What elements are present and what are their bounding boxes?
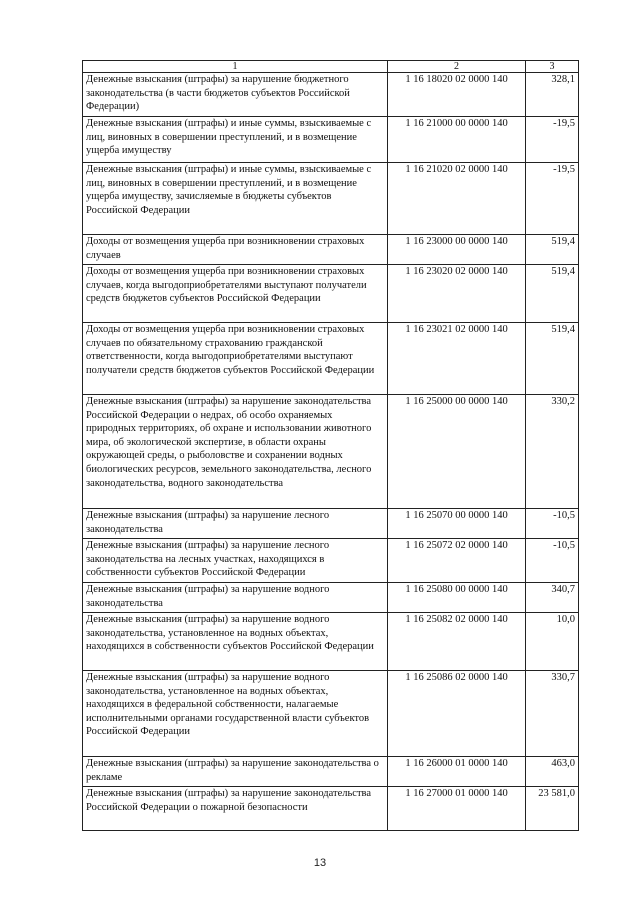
table-row bbox=[83, 787, 579, 831]
row-name: Доходы от возмещения ущерба при возникновении страховых случаев, когда выгодоприобретателями выступают получатели средств бюджетов субъектов Российской Федерации bbox=[83, 265, 388, 323]
row-amount: 463,0 bbox=[526, 757, 579, 787]
row-code: 1 16 18020 02 0000 140 bbox=[388, 73, 526, 117]
row-code: 1 16 21020 02 0000 140 bbox=[388, 163, 526, 235]
row-amount: 328,1 bbox=[526, 73, 579, 117]
table-row bbox=[83, 583, 579, 613]
row-amount: 519,4 bbox=[526, 265, 579, 323]
row-code: 1 16 25082 02 0000 140 bbox=[388, 613, 526, 671]
header-col-1: 1 bbox=[83, 61, 388, 73]
row-amount: -10,5 bbox=[526, 509, 579, 539]
row-code: 1 16 25000 00 0000 140 bbox=[388, 395, 526, 509]
table-row bbox=[83, 73, 579, 117]
row-code: 1 16 25070 00 0000 140 bbox=[388, 509, 526, 539]
table-header-row bbox=[83, 61, 579, 73]
table-row bbox=[83, 509, 579, 539]
header-col-3: 3 bbox=[526, 61, 579, 73]
table-row bbox=[83, 163, 579, 235]
row-code: 1 16 25086 02 0000 140 bbox=[388, 671, 526, 757]
row-amount: -10,5 bbox=[526, 539, 579, 583]
row-name: Денежные взыскания (штрафы) за нарушение законодательства о рекламе bbox=[83, 757, 388, 787]
row-amount: 330,7 bbox=[526, 671, 579, 757]
row-amount: -19,5 bbox=[526, 117, 579, 163]
table-row bbox=[83, 265, 579, 323]
table-row bbox=[83, 323, 579, 395]
row-amount: 10,0 bbox=[526, 613, 579, 671]
table-row bbox=[83, 395, 579, 509]
row-amount: 330,2 bbox=[526, 395, 579, 509]
row-name: Денежные взыскания (штрафы) и иные суммы, взыскиваемые с лиц, виновных в совершении преступлений, и в возмещение ущерба имуществу bbox=[83, 117, 388, 163]
row-amount: 519,4 bbox=[526, 235, 579, 265]
row-amount: 519,4 bbox=[526, 323, 579, 395]
table-row bbox=[83, 235, 579, 265]
row-name: Доходы от возмещения ущерба при возникновении страховых случаев bbox=[83, 235, 388, 265]
row-name: Денежные взыскания (штрафы) за нарушение законодательства Российской Федерации о недрах, об особо охраняемых природных территориях, об охране и использовании животного мира, об экологической экспертизе, в области охраны окружающей среды, о рыболовстве и сохранении водных биологических ресурсов, земельного законодательства, лесного законодательства, водного законодательства bbox=[83, 395, 388, 509]
row-code: 1 16 23020 02 0000 140 bbox=[388, 265, 526, 323]
row-code: 1 16 26000 01 0000 140 bbox=[388, 757, 526, 787]
row-name: Денежные взыскания (штрафы) за нарушение водного законодательства, установленное на водных объектах, находящихся в федеральной собственности, налагаемые исполнительными органами государственной власти субъектов Российской Федерации bbox=[83, 671, 388, 757]
table-row bbox=[83, 613, 579, 671]
row-name: Денежные взыскания (штрафы) за нарушение бюджетного законодательства (в части бюджетов субъектов Российской Федерации) bbox=[83, 73, 388, 117]
table-row bbox=[83, 117, 579, 163]
table-row bbox=[83, 757, 579, 787]
row-name: Денежные взыскания (штрафы) за нарушение законодательства Российской Федерации о пожарной безопасности bbox=[83, 787, 388, 831]
row-name: Денежные взыскания (штрафы) за нарушение водного законодательства bbox=[83, 583, 388, 613]
row-amount: 340,7 bbox=[526, 583, 579, 613]
row-name: Денежные взыскания (штрафы) и иные суммы, взыскиваемые с лиц, виновных в совершении преступлений, и в возмещение ущерба имуществу, зачисляемые в бюджеты субъектов Российской Федерации bbox=[83, 163, 388, 235]
row-code: 1 16 23000 00 0000 140 bbox=[388, 235, 526, 265]
row-name: Денежные взыскания (штрафы) за нарушение водного законодательства, установленное на водных объектах, находящихся в собственности субъектов Российской Федерации bbox=[83, 613, 388, 671]
row-amount: 23 581,0 bbox=[526, 787, 579, 831]
row-name: Доходы от возмещения ущерба при возникновении страховых случаев по обязательному страхованию гражданской ответственности, когда выгодоприобретателями выступают получатели средств бюджетов субъектов Российской Федерации bbox=[83, 323, 388, 395]
header-col-2: 2 bbox=[388, 61, 526, 73]
table-row bbox=[83, 671, 579, 757]
row-name: Денежные взыскания (штрафы) за нарушение лесного законодательства bbox=[83, 509, 388, 539]
row-code: 1 16 27000 01 0000 140 bbox=[388, 787, 526, 831]
revenue-table bbox=[82, 60, 579, 831]
row-code: 1 16 25072 02 0000 140 bbox=[388, 539, 526, 583]
page-number: 13 bbox=[313, 857, 327, 869]
row-code: 1 16 23021 02 0000 140 bbox=[388, 323, 526, 395]
row-name: Денежные взыскания (штрафы) за нарушение лесного законодательства на лесных участках, находящихся в собственности субъектов Российской Федерации bbox=[83, 539, 388, 583]
row-code: 1 16 21000 00 0000 140 bbox=[388, 117, 526, 163]
row-amount: -19,5 bbox=[526, 163, 579, 235]
row-code: 1 16 25080 00 0000 140 bbox=[388, 583, 526, 613]
table-row bbox=[83, 539, 579, 583]
